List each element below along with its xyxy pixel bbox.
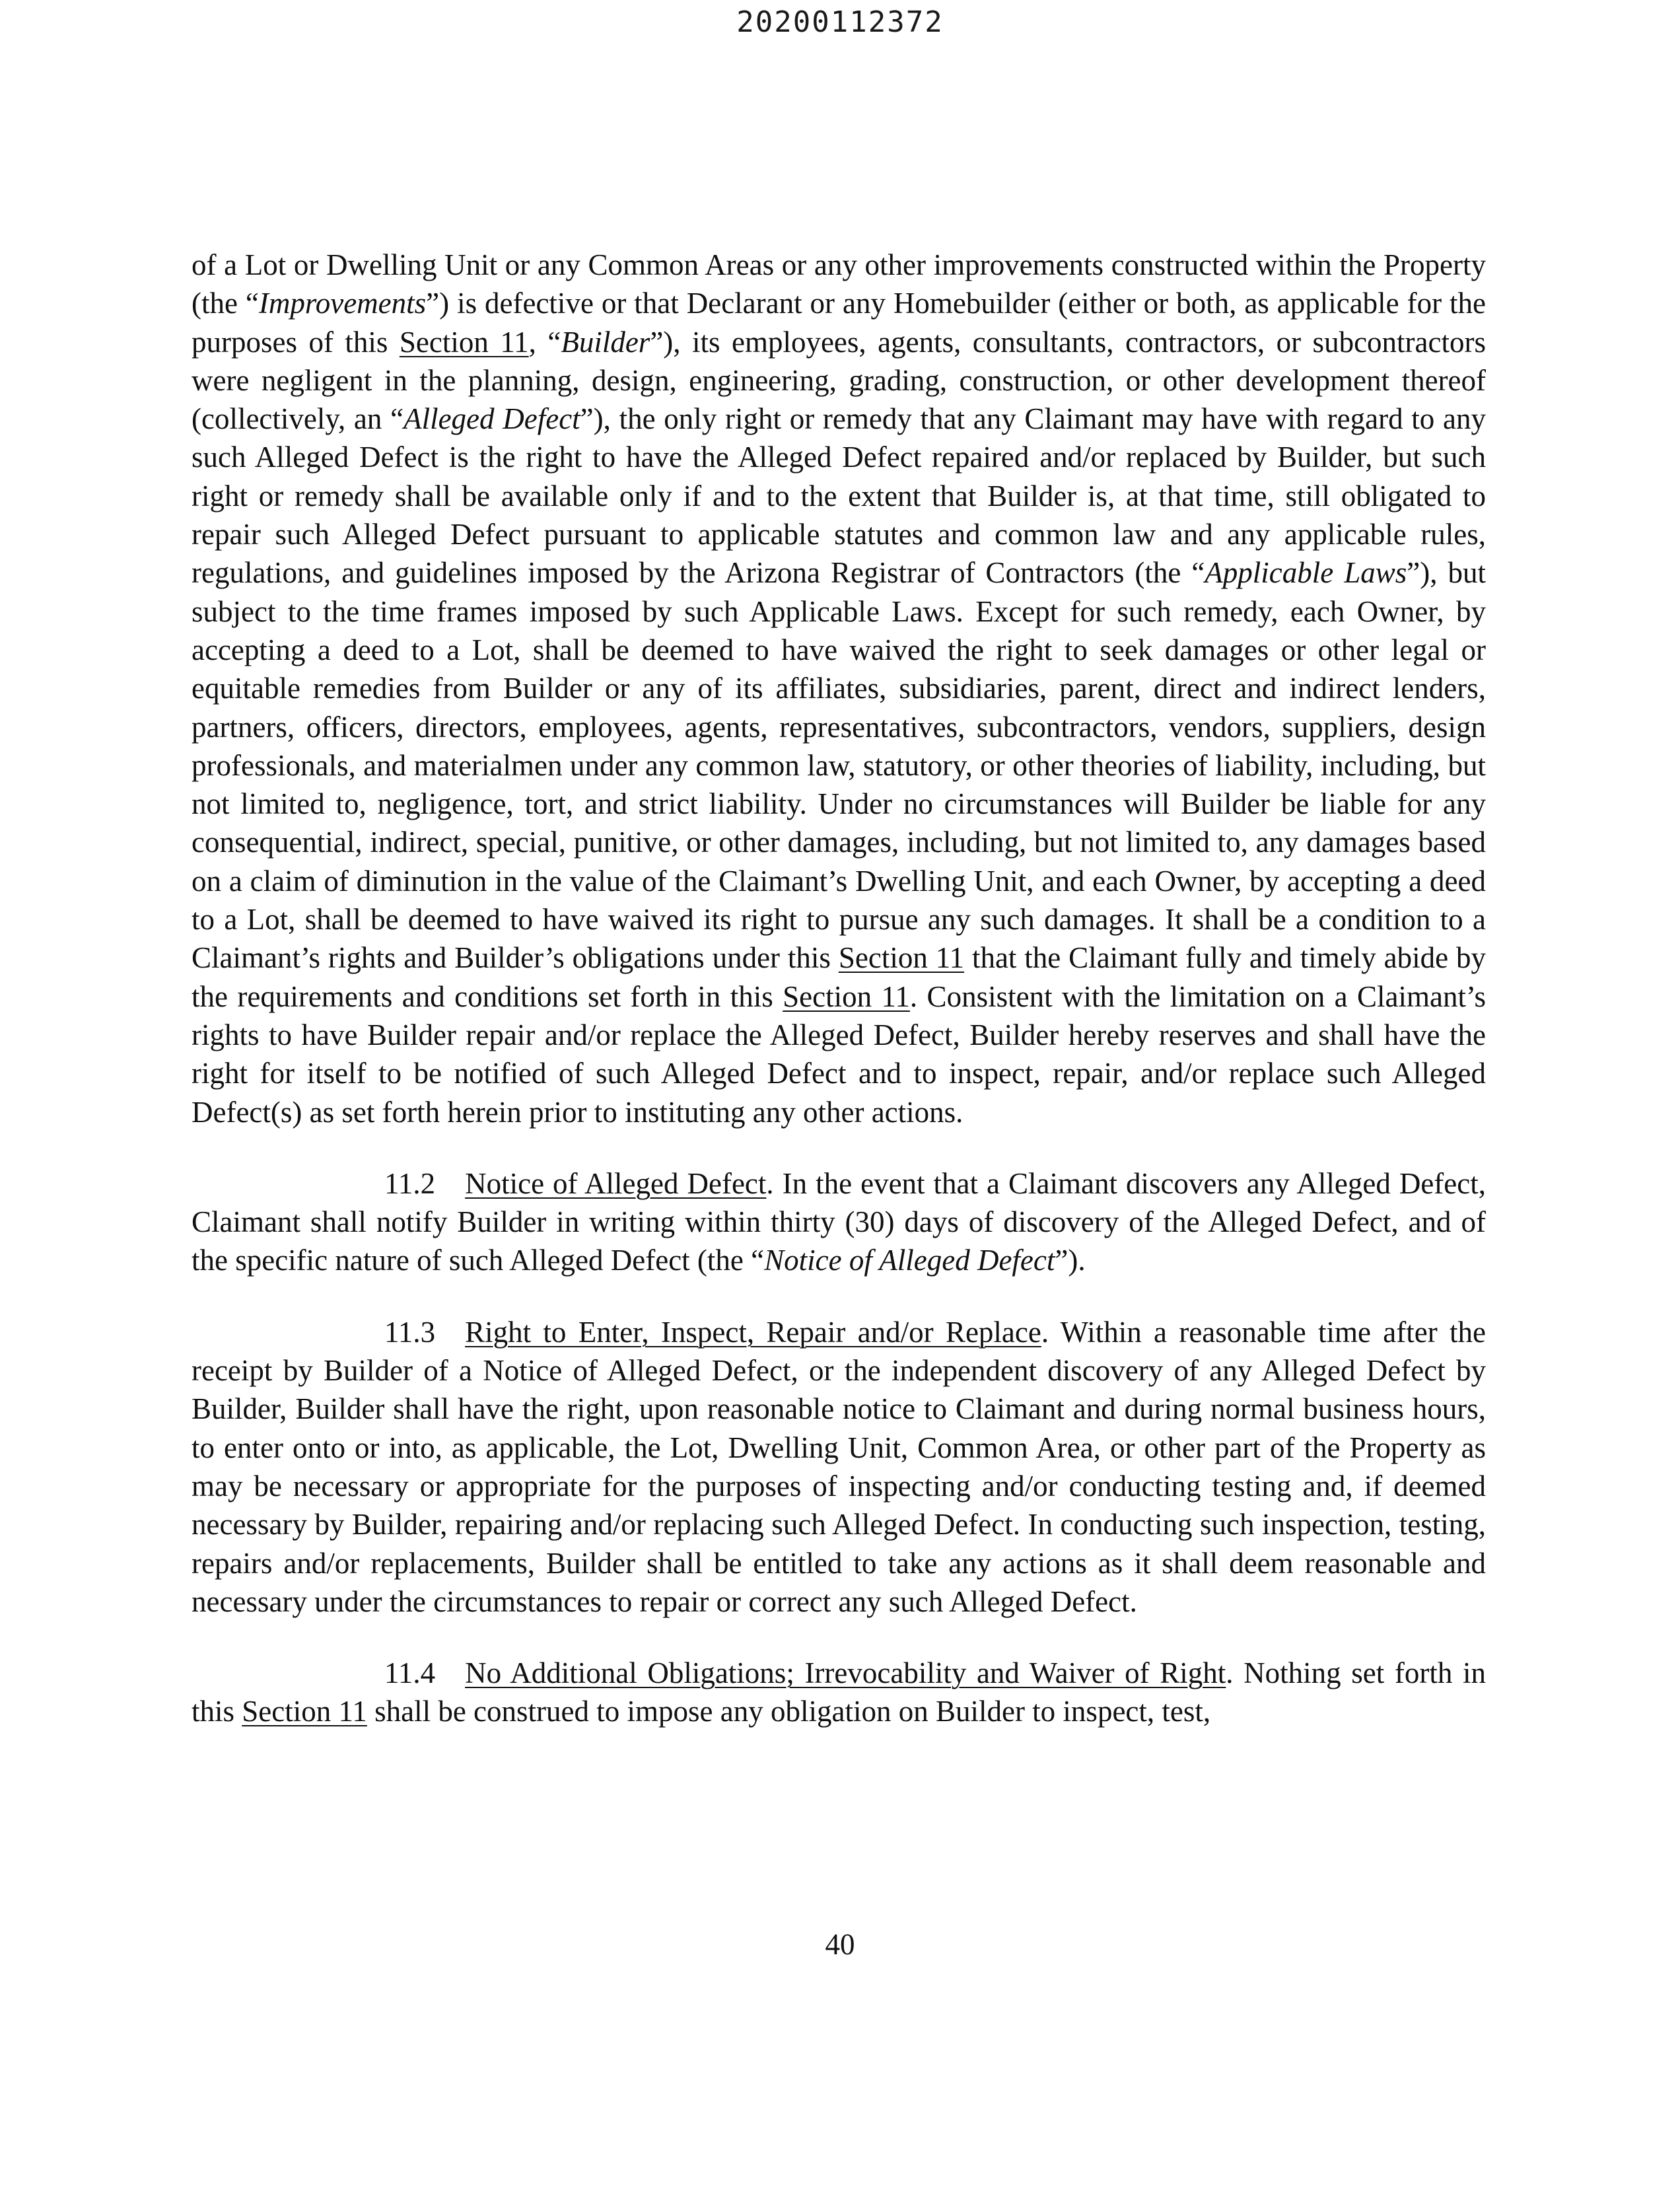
text: ”), the only right or remedy that any Claimant may have with regard to any such Alleged Defect is the right to have the Alleged Defect repaired and/or replaced by Builder, but such right or remedy shall be available only if and to the extent that Builder is, at that time, still obligated to repair such Alleged Defect pursuant to applicable statutes and common law and any applicable rules, regulations, and guidelines imposed by the Arizona Registrar of Contractors (the “ [192,402,1486,590]
section-11-3 [192,1313,1486,1621]
text: of a Lot or Dwelling Unit or any Common Areas or any other improvements constructed within the Property (the “ [192,248,1486,320]
section-heading: Notice of Alleged Defect [465,1166,767,1200]
section-heading: No Additional Obligations; Irrevocability and Waiver of Right [465,1656,1226,1690]
text: that the Claimant fully and timely abide by the requirements and conditions set forth in this [192,941,1486,1013]
text: shall be construed to impose any obligation on Builder to inspect, test, [367,1695,1211,1728]
paragraph-continued [192,246,1486,1131]
section-reference: Section 11 [783,979,910,1013]
section-reference: Section 11 [838,941,965,975]
text: ”). [1055,1244,1086,1277]
document-number: 20200112372 [736,5,944,39]
text: ”), but subject to the time frames imposed by such Applicable Laws. Except for such remedy, each Owner, by accepting a deed to a Lot, shall be deemed to have waived the right to seek damages or other legal or equitable remedies from Builder or any of its affiliates, subsidiaries, parent, direct and indirect lenders, partners, officers, directors, employees, agents, representatives, subcontractors, vendors, suppliers, design professionals, and materialmen under any common law, statutory, or other theories of liability, including, but not limited to, negligence, tort, and strict liability. Under no circumstances will Builder be liable for any consequential, indirect, special, punitive, or other damages, including, but not limited to, any damages based on a claim of diminution in the value of the Claimant’s Dwelling Unit, and each Owner, by accepting a deed to a Lot, shall be deemed to have waived its right to pursue any such damages. It shall be a condition to a Claimant’s rights and Builder’s obligations under this [192,556,1487,975]
text: , “ [528,325,561,359]
section-reference: Section 11 [399,325,529,359]
section-11-2 [192,1164,1486,1280]
defined-term: Improvements [258,287,427,320]
section-number: 11.3 [384,1315,436,1349]
text: ”) is defective or that Declarant or any Homebuilder (either or both, as applicable for the purposes of this [192,287,1486,359]
defined-term: Builder [561,325,650,359]
section-reference: Section 11 [242,1695,367,1728]
page-body [192,246,1486,1731]
section-heading: Right to Enter, Inspect, Repair and/or Replace [465,1315,1041,1349]
text: . In the event that a Claimant discovers any Alleged Defect, Claimant shall notify Builder in writing within thirty (30) days of discovery of the Alleged Defect, and of the specific nature of such Alleged Defect (the “ [192,1166,1486,1277]
text: . Nothing set forth in this [192,1656,1486,1728]
defined-term: Applicable Laws [1205,556,1407,590]
section-number: 11.2 [384,1166,436,1200]
defined-term: Alleged Defect [403,402,580,436]
page-number: 40 [825,1928,855,1961]
defined-term: Notice of Alleged Defect [764,1244,1055,1277]
section-number: 11.4 [384,1656,436,1690]
section-11-4 [192,1654,1486,1731]
text: . Consistent with the limitation on a Claimant’s rights to have Builder repair and/or replace the Alleged Defect, Builder hereby reserves and shall have the right for itself to be notified of such Alleged Defect and to inspect, repair, and/or replace such Alleged Defect(s) as set forth herein prior to instituting any other actions. [192,979,1486,1129]
text: ”), its employees, agents, consultants, contractors, or subcontractors were negligent in the planning, design, engineering, grading, construction, or other development thereof (collectively, an “ [192,325,1486,436]
text: . Within a reasonable time after the receipt by Builder of a Notice of Alleged Defect, or the independent discovery of any Alleged Defect by Builder, Builder shall have the right, upon reasonable notice to Claimant and during normal business hours, to enter onto or into, as applicable, the Lot, Dwelling Unit, Common Area, or other part of the Property as may be necessary or appropriate for the purposes of inspecting and/or conducting testing and, if deemed necessary by Builder, repairing and/or replacing such Alleged Defect. In conducting such inspection, testing, repairs and/or replacements, Builder shall be entitled to take any actions as it shall deem reasonable and necessary under the circumstances to repair or correct any such Alleged Defect. [192,1315,1487,1618]
